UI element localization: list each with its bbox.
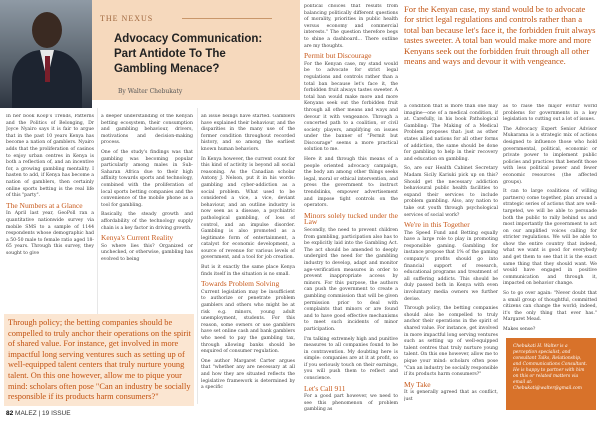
photo-tie [45, 56, 50, 82]
subheading-towards: Towards Problem Solving [201, 279, 280, 289]
paragraph: Current legislation may be insufficient to authorize or penetrate problem gamblers and others who might be at risk e.g. minors, young adult unemployment, students. For this reason, some owners or use gamblers have set online cash and bank gamblers who need to pay the gambling tax, through allowing banks should be enquired of consumer regulation. [201, 289, 295, 355]
paragraph: Here it and through this means of a people oriented advocacy campaign, the body am among other things seeks legal, moral or ethical intervention, and press the government to: instruct trendslinks, empower advertisement and impose tight controls on the operators. [304, 157, 398, 209]
paragraph: For a good part however, we need to see this phenomenon of problem gambling as [304, 394, 398, 413]
subheading-together: We're in this Together [404, 220, 470, 230]
paragraph: I'm talking extremely high and punitive measures to all companies found to be in contravention. My doubting here is simple: companies are at it at profit, so if you seriously touch on their earnings, you will push them to reflect and conscience. [304, 336, 398, 382]
left-column-3 [201, 114, 295, 404]
paragraph: Makes sense? [503, 327, 536, 330]
right-column-2 [404, 104, 498, 418]
paragraph: One of the study's findings was that gambling was becoming popular particularly among males in Sub-Saharan Africa due to their high affinity towards sports and technology, combined with the proliferation of local sports betting companies and the convenience of the mobile phone as a tool for gambling. [101, 149, 193, 208]
pull-quote: For the Kenyan case, my stand would be to advocate for strict legal regulations and controls rather than a total ban because let's face it, the forbidden fruit always tastes sweeter. A total ban would make more and more Kenyans seek out the forbidden fruit through all other means and ways and devour it with vengeance. [404, 4, 596, 67]
paragraph: Basically, the steady growth and affordability of the technology supply chain is a key factor in driving growth. [101, 212, 193, 231]
paragraph: Through policy, the betting companies should also be compelled to truly anchor their operations in the spirit of shared value. For instance, get involved in more impactful long serving ventures such as setting up of well-equipped talent centres that truly nurture young talent. On this one however, allow me to pique your mind: scholars often pose "Can an industry be socially responsible if its products harm consumers?" [404, 306, 498, 378]
headline-line: Advocacy Communication: [114, 33, 263, 45]
paragraph: So, are our Health Cabinet Secretary Madam Sicily Kariuki pick up on this? Should get the necessary addiction behavioural public health facilities to expand their services to include problem gambling. Also, any nation to take out youth through psychological services of social work? [404, 166, 498, 218]
paragraph: So where lies this? Organized or unchecked, or otherwise, gambling has evolved to being [101, 243, 193, 262]
left-column-2 [101, 114, 193, 312]
paragraph: It can to large coalitions of willing partners) come together, plan around a strategic series of actions that are well-targeted, we will be able to persuade both the public to rally behind us and most importantly the government to act on our amplified voices calling for stricter regulations. We will be able to show the entire country that indeed, what we want is good for everybody and get them to see that it is the exact same thing that they should want. We would have engaged in positive communication and through it, impacted on behavior change. [503, 189, 597, 287]
headline-line: Gambling Menace? [114, 63, 220, 75]
right-page [300, 0, 600, 424]
paragraph: political choices that results from balancing politically different questions of morality, priorities in public health versus economy and commercial interests." The question therefore begs to shine a dashboard... There outline are my thoughts. [304, 4, 398, 49]
paragraph: In Kenya however, the current count for this kind of activity is beyond all social reasoning. As the Canadian scholar Antony J. Nelson, put it in his words: gambling and cyber-addiction as a social problem. What used to be considered a vice, a vice, deviant behaviour, and an outline industry is now seen as a disease, a psychiatric pathological gambling, of loss of control, and an impulse disorder. Gambling is also promoted as a legitimate form of entertainment, a catalyst for economic development, a source of revenue for various levels of government, and a tool for job creation. [201, 156, 295, 261]
paragraph: So to go over again: "Never doubt that a small group of thoughtful, committed citizens can change the world; indeed, it's the only thing that ever has." Margaret Mead. [503, 291, 597, 323]
magazine-name: MALEZ [15, 410, 37, 417]
column-divider [197, 108, 198, 404]
paragraph: But is it exactly the same place Kenya finds itself in the situation is no small. [201, 265, 295, 277]
paragraph: The Speed Fund and Betting equally have a large role to play in promoting responsible gaming. Gambling for instance propose that 1% of the gaming company's profits should go into financial support of research, educational programs and treatment of all suffering addicts. This should be duly passed both in Kenya with even involuntary media owners we further devise. [404, 230, 498, 302]
intro-paragraph: In her book Koop’s Trends, Patterns and the Politics of Belonging, Dr Joyce Nyairo says it is fair to argue that in the past 10 years Kenya has become a nation of gamblers. Nyairo adds that the proliferation of casinos to enjoy urban centres in Kenya is both a reflection of, and an incentive for, a growing gambling mentality. I hasten to add, if Kenya has become a nation of gamblers, then certainly online sports betting is the real life of this "party". [6, 114, 94, 199]
footer-separator: | [38, 410, 41, 417]
headline-line: Part Antidote To The [114, 48, 226, 60]
paragraph: Secondly, the need to prevent children from gambling, participation also has to be explicitly laid into the Gambling Act. The act should be amended to deeply undergird the need for the gambling industry to develop, adapt and monitor age-verification measures in order to prevent inappropriate access by minors. For this purpose, the authors can push the government to create a gambling commission that will be given permission prior to deal with complaints that minors or are found and to have good effective mechanisms to meet such incidents of minor participation. [304, 228, 398, 332]
page-number: 82 [6, 410, 14, 417]
subheading-numbers: The Numbers at a Glance [6, 200, 83, 210]
paragraph: The Advocacy Expert Senior Advisor Mukarama is a strategic mix of actions designed to influence those who hold governmental, political, economic or private power to implement public policies and practices that benefit those with less political power and fewer economic resources (the affected groups). [503, 126, 597, 185]
right-column-3 [503, 104, 597, 330]
pull-quote: Through policy; the betting companies should be compelled to truly anchor their operations on the spirit of shared value. For instance, get involved in more impactful long serving ventures such as setting up of well-equipped talent centers that truly nurture young talent. On this one however, allow me to pique your mind: scholars often pose "Can an industry be socially responsible if its products harm consumers?" [8, 318, 191, 402]
photo-head [32, 12, 62, 48]
author-photo [0, 0, 92, 108]
byline: By Walter Chebukaty [118, 88, 183, 95]
paragraph: For the Kenyan case, my stand would be to advocate for strict legal regulations and controls rather than a total ban because let's face it, the forbidden fruit always tastes sweeter. A total ban would make more and more Kenyans seek out the forbidden fruit through all other means and ways and devour it with vengeance. Through a concerted path to a coalition, or civil society players, amplifying on issues under the banner of "Permit but Discourage" seems a more practical solution to me. [304, 61, 398, 153]
subheading-kenya: Kenya's Current Reality [101, 233, 174, 243]
subheading-my-take: My Take [404, 379, 431, 389]
issue-label: 19 ISSUE [42, 410, 71, 417]
paragraph: as to raise the major evitur world problems for governments in a key legislation to cutting out a lot of issues. [503, 104, 597, 123]
paragraph: It is generally agreed that as conflict, just [404, 390, 498, 402]
article-headline [114, 32, 294, 77]
paragraph: a deeper understanding of the Kenyan betting ecosystem, their consumption and gambling behaviour, drivers, motivations and decision-making process. [101, 114, 193, 146]
paragraph: In April last year, GeoPoll ran a quantitative nationwide survey via mobile SMS to a sample of 1144 respondents whose demographic had a 50-50 male to female ratio aged 18-65 years. Through this survey, they sought to give [6, 211, 94, 256]
paragraph: One author Margaret Carter argues that "whether any are necessary at all and how they are situated reflects the legislative framework is determined by a specific [201, 358, 295, 391]
author-bio: Chebukati H. Walter is a perception specialist, and consultant Talks, Relationship, and Communications Consultant. He is happy to partner with him on this or related matters via email at: Chebukati@walter@gmail.com [506, 338, 596, 410]
section-label: THE NEXUS [100, 14, 154, 23]
section-rule [182, 18, 272, 19]
paragraph: an issue beings have started. Gamblers have explained their behaviour, and the disparities in the many use of the former condition throughout recorded history, and so among the earliest known human behaviors. [201, 114, 295, 152]
subheading-permit: Permit but Discourage [304, 51, 372, 61]
paragraph: a condition that is more than one may imagine—one of a medical condition, if at. Carefully, in his book Pathological Gambling: The Making of a Medical Problem proposes that: just as other states allied nations for all other forms of addiction, the same should be done for gambling to help in their recovery and education on gambling. [404, 104, 498, 162]
subheading-minors: Minors solely tucked under the Law [304, 210, 398, 227]
page-footer [6, 410, 71, 417]
subheading-call: Let's Call 911 [304, 383, 346, 393]
left-column-1 [6, 114, 94, 312]
right-column-1 [304, 4, 398, 418]
